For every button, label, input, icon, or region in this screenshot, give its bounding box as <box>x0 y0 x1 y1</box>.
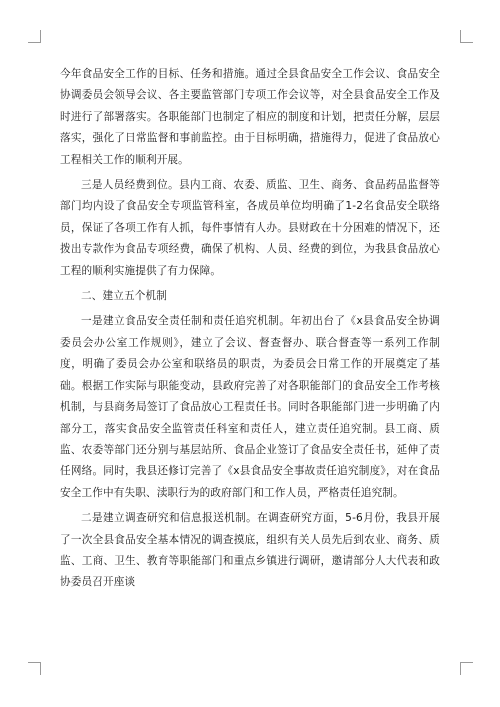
paragraph-goals-continuation: 今年食品安全工作的目标、任务和措施。通过全县食品安全工作会议、食品安全协调委员会领导会议、各主要监管部门专项工作会议等，对全县食品安全工作及时进行了部署落实。各职能部门也制定了相应的制度和计划，把责任分解，层层落实，强化了日常监督和事前监控。由于目标明确，措施得力，促进了食品放心工程相关工作的顺利开展。 <box>60 68 440 166</box>
paragraph-responsibility-mechanism: 一是建立食品安全责任制和责任追究机制。年初出台了《x县食品安全协调委员会办公室工作规则》，建立了会议、督查督办、联合督查等一系列工作制度，明确了委员会办公室和联络员的职责，为委员会日常工作的开展奠定了基础。根据工作实际与职能变动，县政府完善了对各职能部门的食品安全工作考核机制，与县商务局签订了食品放心工程责任书。同时各职能部门进一步明确了内部分工，落实食品安全监管责任科室和责任人，建立责任追究制。县工商、质监、农委等部门还分别与基层站所、食品企业签订了食品安全责任书，延伸了责任网络。同时，我县还修订完善了《x县食品安全事故责任追究制度》，对在食品安全工作中有失职、渎职行为的政府部门和工作人员，严格责任追究制。 <box>60 315 440 499</box>
crop-mark-top-left <box>28 30 41 43</box>
crop-mark-bottom-left <box>28 662 41 675</box>
paragraph-personnel-funding: 三是人员经费到位。县内工商、农委、质监、卫生、商务、食品药品监督等部门均内设了食品安全专项监管科室，各成员单位均明确了1-2名食品安全联络员，保证了各项工作有人抓，每件事情有人办。县财政在十分困难的情况下，还拨出专款作为食品专项经费，确保了机构、人员、经费的到位，为我县食品放心工程的顺利实施提供了有力保障。 <box>60 179 440 277</box>
section-heading-five-mechanisms: 二、建立五个机制 <box>81 290 167 303</box>
document-body <box>60 64 440 598</box>
paragraph-research-reporting-mechanism: 二是建立调查研究和信息报送机制。在调查研究方面，5-6月份，我县开展了一次全县食品安全基本情况的调查摸底，组织有关人员先后到农业、商务、质监、工商、卫生、教育等职能部门和重点乡镇进行调研，邀请部分人大代表和政协委员召开座谈 <box>60 512 440 589</box>
crop-mark-bottom-right <box>460 662 473 675</box>
crop-mark-top-right <box>460 30 473 43</box>
